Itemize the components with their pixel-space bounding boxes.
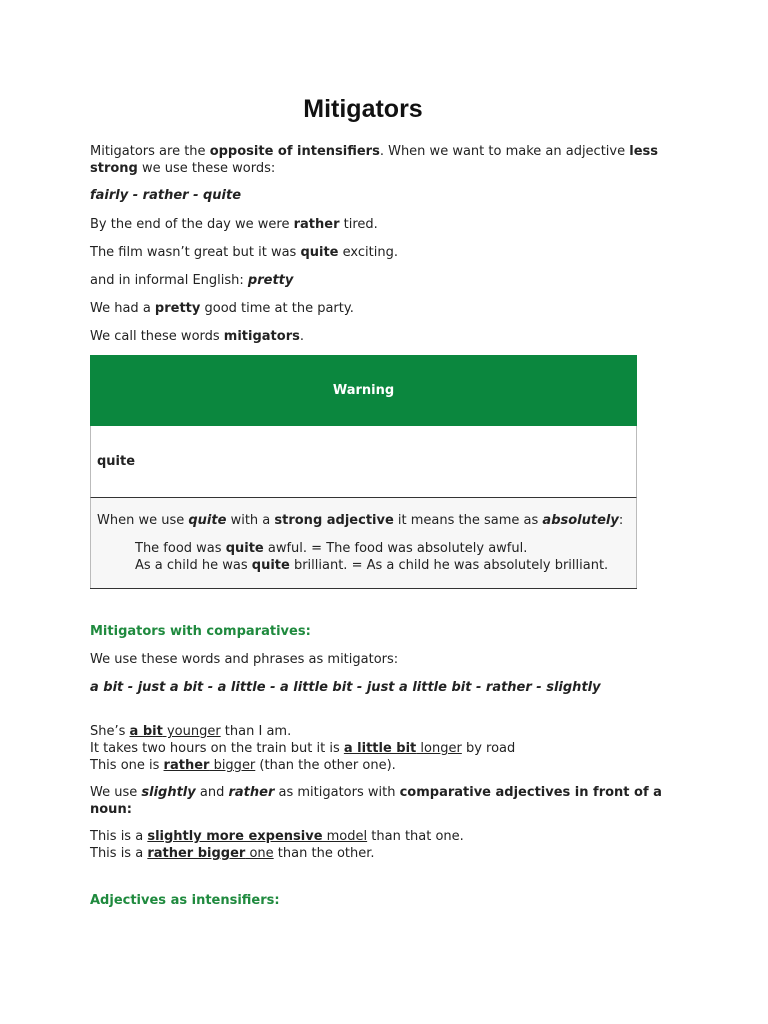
example-bold: rather [293,217,340,232]
call-text: . [299,329,304,344]
warning-bold-italic: quite [188,513,227,528]
warning-explanation [90,498,637,588]
intro-paragraph [90,143,675,177]
warning-box [90,355,637,589]
mitigator-word-list [90,187,690,204]
example-text: awful. = The food was absolutely awful. [263,541,528,556]
comparative-word-list [90,679,690,696]
example-text: (than the other one). [255,758,396,773]
example-text: than the other. [273,846,375,861]
example-text: As a child he was [135,558,252,573]
warning-line [97,512,630,529]
usage-text: We use [90,785,142,800]
example-underlined: one [245,846,274,861]
example-bold: pretty [154,301,201,316]
example-sentence [90,828,690,845]
intro-bold: less strong [90,144,658,176]
intro-text: . When we want to make an adjective [379,144,630,159]
warning-term: quite [90,426,637,498]
example-underlined: bigger [209,758,256,773]
example-sentence [90,757,690,774]
comparative-examples [90,723,690,774]
example-sentence [90,216,690,233]
example-text: It takes two hours on the train but it is [90,741,344,756]
intro-bold: opposite of intensifiers [209,144,380,159]
example-bold-underlined: a little bit [343,741,417,756]
call-bold: mitigators [223,329,300,344]
example-text: good time at the party. [200,301,354,316]
call-text: We call these words [90,329,224,344]
example-text: tired. [339,217,378,232]
example-text: We had a [90,301,155,316]
section-intro: We use these words and phrases as mitigators: [90,652,399,667]
warning-example [135,540,630,557]
example-underlined: younger [162,724,221,739]
warning-header: Warning [90,355,637,426]
warning-text: it means the same as [393,513,543,528]
usage-bold: comparative adjectives in front of a noun: [90,785,662,817]
example-text: This one is [90,758,164,773]
informal-note [90,272,690,289]
warning-text: : [618,513,624,528]
example-text: exciting. [338,245,398,260]
usage-text: as mitigators with [274,785,400,800]
call-sentence [90,328,690,345]
example-sentence [90,244,690,261]
usage-text: and [195,785,229,800]
usage-bold-italic: slightly [141,785,196,800]
example-sentence [90,740,690,757]
example-text: brilliant. = As a child he was absolutely brilliant. [289,558,609,573]
warning-example [135,557,630,574]
example-text: This is a [90,846,148,861]
word-list-text: a bit - just a bit - a little - a little bit - just a little bit - rather - slightly [90,680,601,695]
example-text: She’s [90,724,130,739]
note-bold-italic: pretty [247,273,294,288]
section-heading: Mitigators with comparatives: [90,624,311,639]
example-underlined: longer [416,741,462,756]
example-underlined: model [322,829,368,844]
warning-examples [135,540,630,574]
word-list-text: fairly - rather - quite [90,188,242,203]
example-text: By the end of the day we were [90,217,294,232]
example-text: than I am. [220,724,292,739]
example-text: The food was [135,541,226,556]
example-bold: quite [251,558,290,573]
example-bold: quite [300,245,339,260]
example-bold-underlined: rather [163,758,210,773]
example-sentence [90,845,690,862]
usage-bold-italic: rather [228,785,275,800]
section-heading: Adjectives as intensifiers: [90,893,280,908]
warning-text: with a [226,513,275,528]
example-text: by road [461,741,516,756]
example-text: This is a [90,829,148,844]
example-text: The film wasn’t great but it was [90,245,301,260]
page-title: Mitigators [303,95,423,123]
intro-text: we use these words: [137,161,276,176]
usage-paragraph [90,784,675,818]
example-bold: quite [225,541,264,556]
warning-bold-italic: absolutely [542,513,619,528]
intro-text: Mitigators are the [90,144,210,159]
warning-bold: strong adjective [274,513,394,528]
example-bold-underlined: slightly more expensive [147,829,323,844]
warning-text: When we use [97,513,189,528]
noun-examples [90,828,690,862]
example-text: than that one. [367,829,464,844]
example-bold-underlined: a bit [129,724,163,739]
example-sentence [90,723,690,740]
example-bold-underlined: rather bigger [147,846,246,861]
note-text: and in informal English: [90,273,248,288]
example-sentence [90,300,690,317]
